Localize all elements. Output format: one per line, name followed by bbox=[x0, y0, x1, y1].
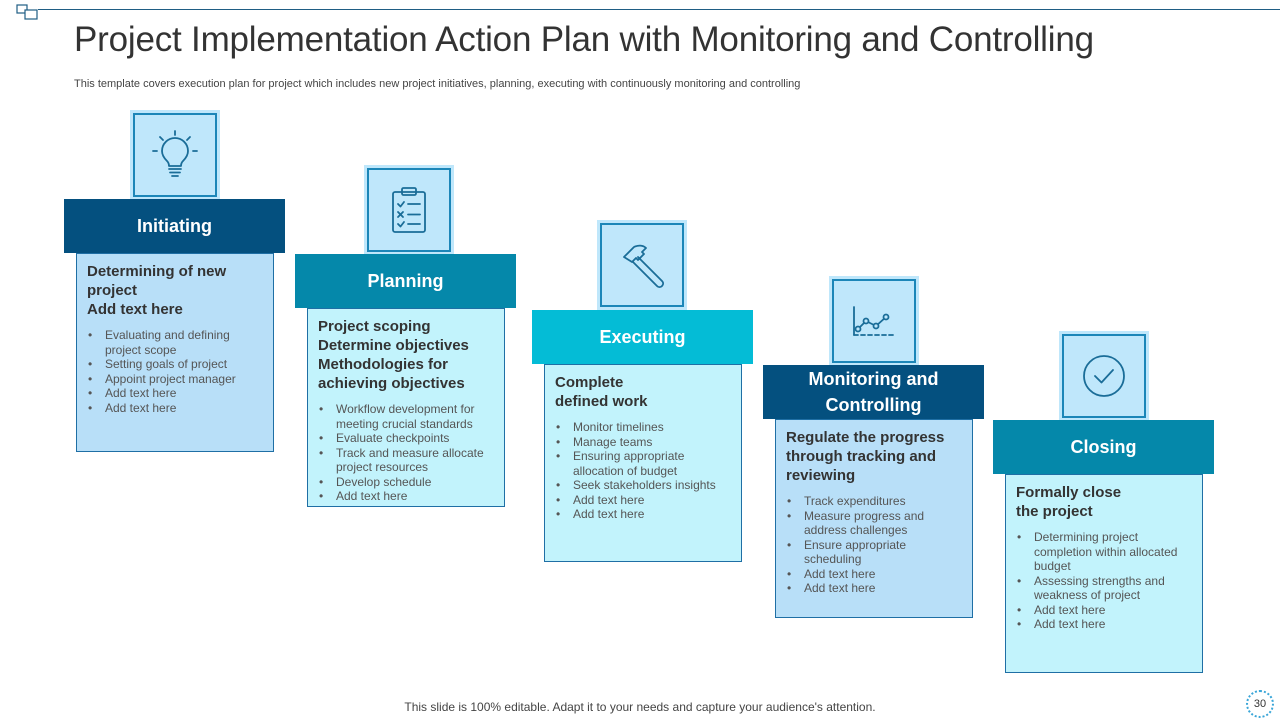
lightbulb-icon bbox=[149, 129, 201, 181]
stage-body-closing bbox=[1005, 474, 1203, 673]
list-item: • Seek stakeholders insights bbox=[555, 478, 731, 493]
list-item: • Add text here bbox=[555, 493, 731, 508]
bullet-list bbox=[87, 328, 263, 415]
stage-icon-monitoring bbox=[832, 279, 916, 363]
list-item: • Track and measure allocate project resources bbox=[318, 446, 494, 475]
list-item: • Workflow development for meeting crucial standards bbox=[318, 402, 494, 431]
list-item: • Manage teams bbox=[555, 435, 731, 450]
list-item: • Evaluating and defining project scope bbox=[87, 328, 263, 357]
list-item: • Measure progress and address challenges bbox=[786, 509, 962, 538]
bullet-list bbox=[786, 494, 962, 596]
linked-squares-icon bbox=[16, 4, 40, 20]
stage-body-planning bbox=[307, 308, 505, 507]
top-divider-line bbox=[38, 9, 1280, 10]
page-number-badge: 30 bbox=[1246, 690, 1274, 718]
stage-body-title: Determining of new project Add text here bbox=[87, 263, 227, 318]
stage-icon-initiating bbox=[133, 113, 217, 197]
stage-body-title: Formally close the project bbox=[1016, 484, 1122, 520]
bullet-list bbox=[1016, 530, 1192, 632]
stage-body-title: Regulate the progress through tracking and reviewing bbox=[786, 429, 945, 484]
list-item: • Determining project completion within allocated budget bbox=[1016, 530, 1192, 574]
list-item: • Monitor timelines bbox=[555, 420, 731, 435]
list-item: • Add text here bbox=[786, 581, 962, 596]
slide-footer: This slide is 100% editable. Adapt it to your needs and capture your audience's attention. bbox=[404, 700, 876, 714]
list-item: • Develop schedule bbox=[318, 475, 494, 490]
list-item: • Add text here bbox=[555, 507, 731, 522]
list-item: • Evaluate checkpoints bbox=[318, 431, 494, 446]
stage-header-executing: Executing bbox=[532, 310, 753, 364]
stage-body-executing bbox=[544, 364, 742, 562]
stage-body-monitoring bbox=[775, 419, 973, 618]
stage-body-title: Project scoping Determine objectives Methodologies for achieving objectives bbox=[318, 318, 469, 392]
stage-body-title: Complete defined work bbox=[555, 374, 648, 410]
bullet-list bbox=[318, 402, 494, 504]
stage-icon-closing bbox=[1062, 334, 1146, 418]
hammer-icon bbox=[616, 239, 668, 291]
list-item: • Add text here bbox=[1016, 617, 1192, 632]
slide-subtitle: This template covers execution plan for project which includes new project initiatives, planning, executing with continuously monitoring and controlling bbox=[74, 78, 801, 90]
list-item: • Add text here bbox=[786, 567, 962, 582]
list-item: • Track expenditures bbox=[786, 494, 962, 509]
list-item: • Add text here bbox=[1016, 603, 1192, 618]
list-item: • Ensuring appropriate allocation of budget bbox=[555, 449, 731, 478]
stage-header-monitoring: Monitoring and Controlling bbox=[763, 365, 984, 419]
stage-header-planning: Planning bbox=[295, 254, 516, 308]
stage-header-initiating: Initiating bbox=[64, 199, 285, 253]
list-item: • Add text here bbox=[87, 401, 263, 416]
stage-icon-planning bbox=[367, 168, 451, 252]
list-item: • Ensure appropriate scheduling bbox=[786, 538, 962, 567]
stage-icon-executing bbox=[600, 223, 684, 307]
list-item: • Add text here bbox=[87, 386, 263, 401]
stage-body-initiating bbox=[76, 253, 274, 452]
checkmark-circle-icon bbox=[1078, 350, 1130, 402]
bullet-list bbox=[555, 420, 731, 522]
list-item: • Assessing strengths and weakness of project bbox=[1016, 574, 1192, 603]
clipboard-checklist-icon bbox=[383, 184, 435, 236]
list-item: • Appoint project manager bbox=[87, 372, 263, 387]
stage-header-closing: Closing bbox=[993, 420, 1214, 474]
list-item: • Add text here bbox=[318, 489, 494, 504]
list-item: • Setting goals of project bbox=[87, 357, 263, 372]
slide-title: Project Implementation Action Plan with Monitoring and Controlling bbox=[74, 20, 1094, 59]
line-graph-icon bbox=[848, 295, 900, 347]
